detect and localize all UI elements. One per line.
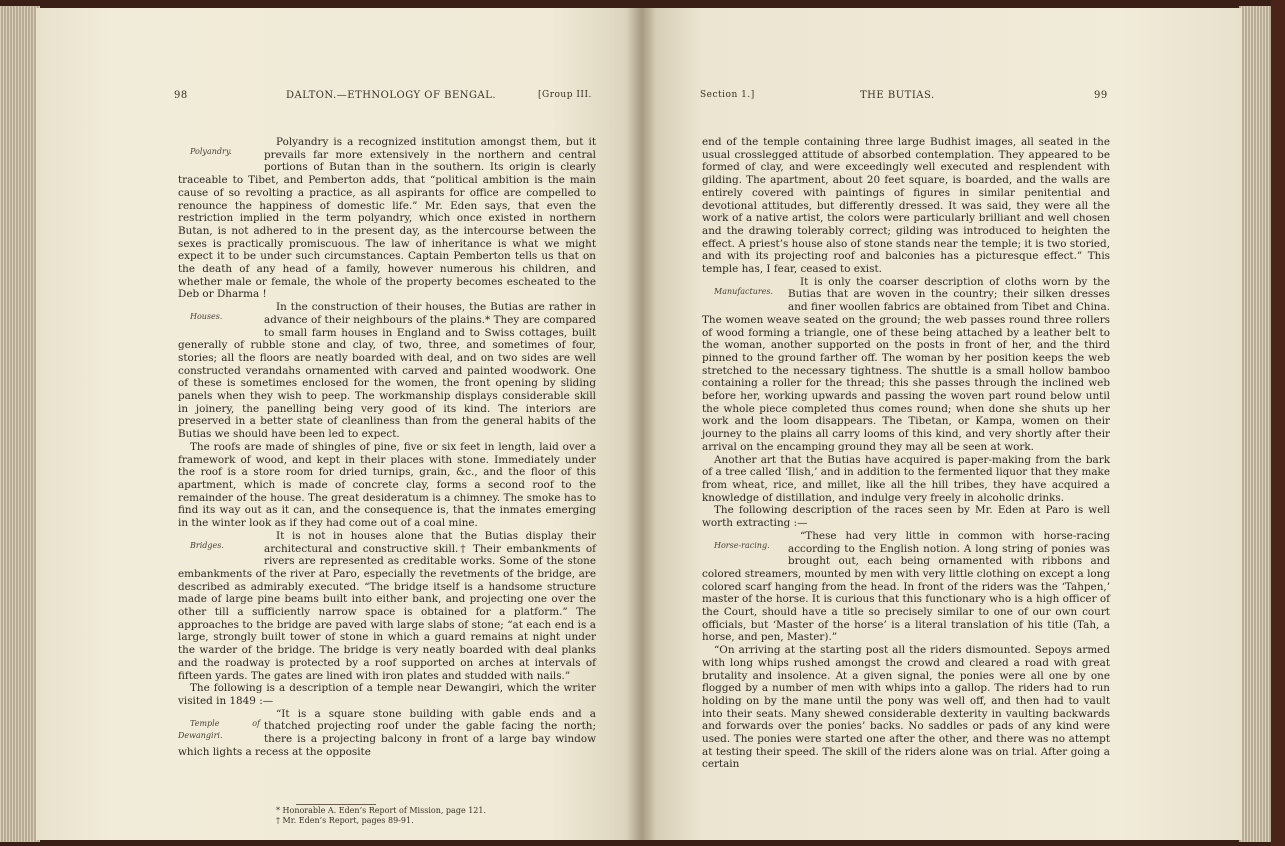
paragraph: Bridges. It is not in houses alone that the Butias display their architectural and constructive skill.† Their embankments of rivers are represented as creditable works. Some of the stone embankments of the river at Paro, especially the revetments of the bridge, are described as admirably executed. “The bridge itself is a handsome structure made of large pine beams built into either bank, and projecting one over the other till a sufficiently narrow space is obtained for a platform.” The approaches to the bridge are paved with large slabs of stone; “at each end is a large, strongly built tower of stone in which a guard remains at night under the warder of the bridge. The bridge is very neatly boarded with deal planks and the roadway is protected by a roof supported on arches at intervals of fifteen yards. The gates are lined with iron plates and studded with nails.” xyxy=(178,529,596,682)
right-body-text xyxy=(702,136,1110,771)
paragraph: The following is a description of a temple near Dewangiri, which the writer visited in 1849 :— xyxy=(178,682,596,707)
paragraph: The following description of the races seen by Mr. Eden at Paro is well worth extracting :— xyxy=(702,504,1110,530)
left-body-text xyxy=(178,136,596,758)
book-cover-edge xyxy=(1271,0,1285,846)
right-running-title: THE BUTIAS. xyxy=(860,90,935,101)
paragraph: The roofs are made of shingles of pine, five or six feet in length, laid over a framework of wood, and kept in their places with stone. Immediately under the roof is a store room for dried turnips, grain, &c., and the floor of this apartment, which is made of concrete clay, forms a second roof to the remainder of the house. The great desideratum is a chimney. The smoke has to find its way out as it can, and the consequence is, that the inmates emerging in the winter look as if they had come out of a coal mine. xyxy=(178,440,596,530)
page-edges-left xyxy=(0,6,40,842)
left-page xyxy=(36,8,642,840)
paragraph: Manufactures. It is only the coarser description of cloths worn by the Butias that are woven in the country; their silken dresses and finer woollen fabrics are obtained from Tibet and China. The women weave seated on the ground; the web passes round three rollers of wood forming a triangle, one of these being attached by a leather belt to the woman, another supported on the posts in front of her, and the third pinned to the ground farther off. The woman by her position keeps the web stretched to the necessary tightness. The shuttle is a small hollow bamboo containing a roller for the thread; this she passes through the inclined web before her, working upwards and passing the woven part round below until the whole piece completed thus comes round; when done she shuts up her work and the loom disappears. The Tibetan, or Kampa, women on their journey to the plains all carry looms of this kind, and very shortly after their arrival on the encamping ground they may all be seen at work. xyxy=(702,275,1110,453)
footnotes xyxy=(276,806,596,826)
side-note-houses: Houses. xyxy=(190,312,223,322)
paragraph: “On arriving at the starting post all the riders dismounted. Sepoys armed with long whips rushed amongst the crowd and cleared a road with great brutality and insolence. At a given signal, the ponies were all one by one flogged by a number of men with whips into a gallop. The riders had to run holding on by the mane until the pony was well off, and then had to vault into their seats. Many shewed considerable dexterity in vaulting backwards and forwards over the ponies’ backs. No saddles or pads of any kind were used. The ponies were started one after the other, and there was no attempt at testing their speed. The skill of the riders alone was on trial. After going a certain xyxy=(702,644,1110,771)
left-page-number: 98 xyxy=(174,90,188,101)
left-section-label: [Group III. xyxy=(538,90,592,100)
side-note-manufactures: Manufactures. xyxy=(714,286,774,296)
left-running-title: DALTON.—ETHNOLOGY OF BENGAL. xyxy=(286,90,497,101)
footnote: * Honorable A. Eden’s Report of Mission, page 121. xyxy=(276,806,487,815)
right-page xyxy=(642,8,1242,840)
paragraph: Polyandry. Polyandry is a recognized institution amongst them, but it prevails far more extensively in the northern and central portions of Butan than in the southern. Its origin is clearly traceable to Tibet, and Pemberton adds, that “political ambition is the main cause of so revolting a practice, as all aspirants for office are compelled to renounce the happiness of domestic life.” Mr. Eden says, that even the restriction implied in the term polyandry, which once existed in northern Butan, is not adhered to in the present day, as the intercourse between the sexes is practically promiscuous. The law of inheritance is what we might expect it to be under such circumstances. Captain Pemberton tells us that on the death of any head of a family, however numerous his children, and whether male or female, the whole of the property becomes escheated to the Deb or Dharma ! xyxy=(178,136,596,301)
footnote-rule xyxy=(296,804,376,805)
side-note-horse-racing: Horse-racing. xyxy=(714,540,770,550)
paragraph: end of the temple containing three large Budhist images, all seated in the usual crosslegged attitude of absorbed contemplation. They appeared to be formed of clay, and were exceedingly well executed and resplendent with gilding. The apartment, about 20 feet square, is boarded, and the walls are entirely covered with paintings of figures in similar penitential and devotional attitudes, but differently dressed. It was said, they were all the work of a native artist, the colors were particularly brilliant and well chosen and the drawing tolerably correct; gilding was introduced to heighten the effect. A priest’s house also of stone stands near the temple; it is two storied, and with its projecting roof and balconies has a picturesque effect.” This temple has, I fear, ceased to exist. xyxy=(702,136,1110,276)
paragraph: Houses. In the construction of their houses, the Butias are rather in advance of their neighbours of the plains.* They are compared to small farm houses in England and to Swiss cottages, built generally of rubble stone and clay, of two, three, and sometimes of four, stories; all the floors are neatly boarded with deal, and on two sides are well constructed verandahs ornamented with carved and painted woodwork. One of these is sometimes enclosed for the women, the front opening by sliding panels when they wish to peep. The workmanship displays considerable skill in joinery, the panelling being very good of its kind. The interiors are preserved in a better state of cleanliness than from the general habits of the Butias we should have been led to expect. xyxy=(178,301,596,441)
book-gutter xyxy=(626,8,656,840)
side-note-polyandry: Polyandry. xyxy=(190,147,232,156)
footnote: † Mr. Eden’s Report, pages 89-91. xyxy=(276,816,414,825)
right-page-number: 99 xyxy=(1094,90,1108,101)
side-note-bridges: Bridges. xyxy=(190,540,224,550)
paragraph: Horse-racing. “These had very little in common with horse-racing according to the English notion. A long string of ponies was brought out, each being ornamented with ribbons and colored streamers, mounted by men with very little clothing on except a long colored scarf hanging from the head. In front of the riders was the ‘Tahpen,’ master of the horse. It is curious that this functionary who is a high officer of the Court, should have a title so precisely similar to one of our own court officials, but ‘Master of the horse’ is a literal translation of his title (Tah, a horse, and pen, Master).” xyxy=(702,529,1110,644)
paragraph: Temple of Dewangiri. “It is a square stone building with gable ends and a thatched projecting roof under the gable facing the north; there is a projecting balcony in front of a large bay window which lights a recess at the opposite xyxy=(178,707,596,758)
paragraph: Another art that the Butias have acquired is paper-making from the bark of a tree called ‘Ilish,’ and in addition to the fermented liquor that they make from wheat, rice, and millet, like all the hill tribes, they have acquired a knowledge of distillation, and indulge very freely in alcoholic drinks. xyxy=(702,453,1110,504)
side-note-temple: Temple of Dewangiri. xyxy=(178,718,260,741)
right-section-label: Section 1.] xyxy=(700,90,755,100)
